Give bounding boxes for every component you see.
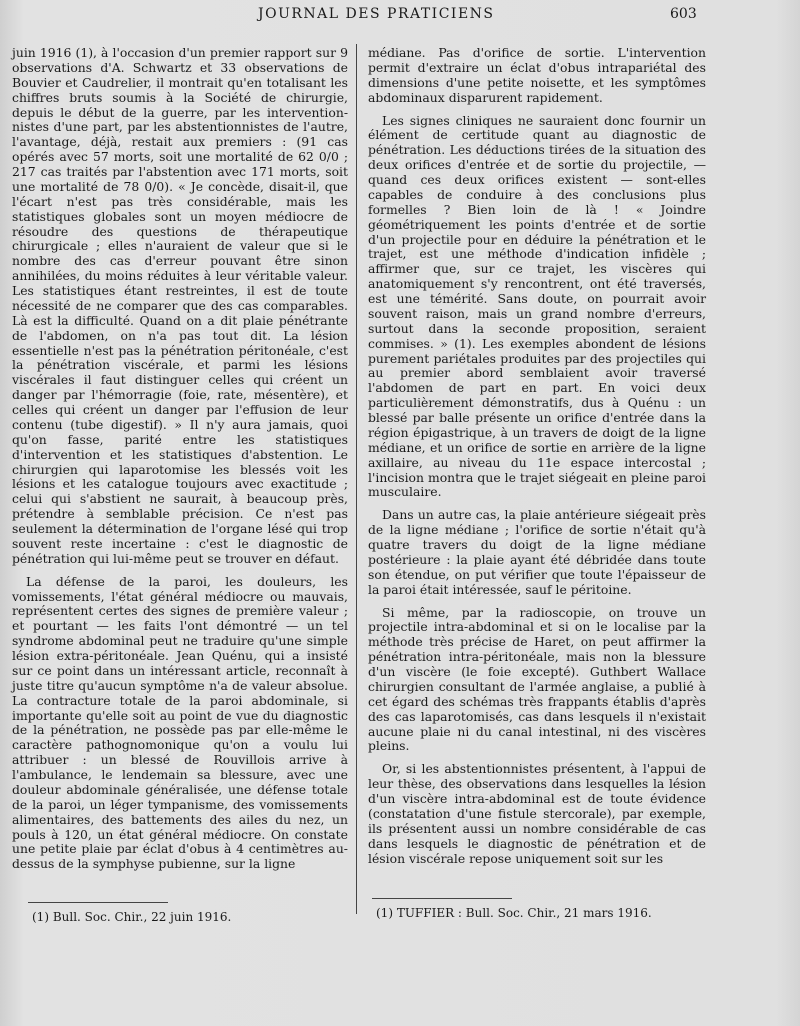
- running-head: [0, 6, 800, 28]
- column-divider: [356, 44, 357, 914]
- left-column: [12, 46, 348, 880]
- left-paragraph-2: La défense de la paroi, les douleurs, les vomissements, l'état général médiocre ou mauvais, représentent certes des signes de première valeur ; et pourtant — les faits l'ont démontré — un tel syndrome abdominal peut ne traduire qu'une simple lésion extra-péritonéale. Jean Quénu, qui a insisté sur ce point dans un intéressant article, reconnaît à juste titre qu'aucun symptôme n'a de valeur absolue. La contracture totale de la paroi abdominale, si importante qu'elle soit au point de vue du diagnostic de la pénétration, ne possède pas par elle-même le caractère pathognomonique qu'on a voulu lui attribuer : un blessé de Rouvillois arrive à l'ambulance, le lendemain sa blessure, avec une douleur abdominale généralisée, une défense totale de la paroi, un léger tympanisme, des vomissements alimentaires, des battements des ailes du nez, un pouls à 120, un état général médiocre. On constate une petite plaie par éclat d'obus à 4 centimètres au-dessus de la symphyse pubienne, sur la ligne: [12, 573, 348, 872]
- right-column: [368, 46, 706, 874]
- left-footnote: (1) Bull. Soc. Chir., 22 juin 1916.: [32, 910, 232, 924]
- right-footnote-rule: [372, 898, 512, 899]
- right-paragraph-1: médiane. Pas d'orifice de sortie. L'intervention permit d'extraire un éclat d'obus intrapariétal des dimensions d'une petite noisette, et les symptômes abdominaux disparurent rapidement.: [368, 45, 706, 105]
- journal-title: JOURNAL DES PRATICIENS: [258, 6, 495, 22]
- page-number: 603: [670, 6, 697, 22]
- right-paragraph-5: Or, si les abstentionnistes présentent, à l'appui de leur thèse, des observations dans lesquelles la lésion d'un viscère intra-abdominal est de toute évidence (constatation d'une fistule stercorale), par exemple, ils présentent aussi un nombre considérable de cas dans lesquels le diagnostic de pénétration et de lésion viscérale repose uniquement soit sur les: [368, 761, 706, 866]
- left-paragraph-1: juin 1916 (1), à l'occasion d'un premier rapport sur 9 observations d'A. Schwartz et 33 observations de Bouvier et Caudrelier, il montrait qu'en totalisant les chiffres bruts soumis à la Société de chirurgie, depuis le début de la guerre, par les intervention-nistes d'une part, par les abstentionnistes de l'autre, l'avantage, déjà, restait aux premiers : (91 cas opérés avec 57 morts, soit une mortalité de 62 0/0 ; 217 cas traités par l'abstention avec 171 morts, soit une mortalité de 78 0/0). « Je concède, disait-il, que l'écart n'est pas très considérable, mais les statistiques globales sont un moyen médiocre de résoudre des questions de thérapeutique chirurgicale ; elles n'auraient de valeur que si le nombre des cas d'erreur pouvant être sinon annihilées, du moins réduites à leur véritable valeur. Les statistiques étant restreintes, il est de toute nécessité de ne comparer que des cas comparables. Là est la difficulté. Quand on a dit plaie pénétrante de l'abdomen, on n'a pas tout dit. La lésion essentielle n'est pas la pénétration péritonéale, c'est la pénétration viscérale, et parmi les lésions viscérales il faut distinguer celles qui créent un danger par l'hémorragie (foie, rate, mésentère), et celles qui créent un danger par l'effusion de leur contenu (tube digestif). » Il n'y aura jamais, quoi qu'on fasse, parité entre les statistiques d'intervention et les statistiques d'abstention. Le chirurgien qui laparotomise les blessés voit les lésions et les catalogue toujours avec exactitude ; celui qui s'abstient ne saurait, à beaucoup près, prétendre à semblable précision. Ce n'est pas seulement la détermination de l'organe lésé qui trop souvent reste incertaine : c'est le diagnostic de pénétration qui lui-même peut se trouver en défaut.: [12, 45, 348, 566]
- right-paragraph-4: Si même, par la radioscopie, on trouve un projectile intra-abdominal et si on le localise par la méthode très précise de Haret, on peut affirmer la pénétration intra-péritonéale, mais non la blessure d'un viscère (le foie excepté). Guthbert Wallace chirurgien consultant de l'armée anglaise, a publié à cet égard des schémas très frappants établis d'après des cas laparotomisés, cas dans lesquels il n'existait aucune plaie ni du canal intestinal, ni des viscères pleins.: [368, 604, 706, 754]
- left-footnote-rule: [28, 902, 168, 903]
- right-paragraph-3: Dans un autre cas, la plaie antérieure siégeait près de la ligne médiane ; l'orifice de sortie n'était qu'à quatre travers du doigt de la ligne médiane postérieure : la plaie ayant été débridée dans toute son étendue, on put vérifier que toute l'épaisseur de la paroi était intéressée, sauf le péritoine.: [368, 507, 706, 597]
- right-paragraph-2: Les signes cliniques ne sauraient donc fournir un élément de certitude quant au diagnostic de pénétration. Les déductions tirées de la situation des deux orifices d'entrée et de sortie du projectile, — quand ces deux orifices existent — sont-elles capables de conduire à des conclusions plus formelles ? Bien loin de là ! « Joindre géométriquement les points d'entrée et de sortie d'un projectile pour en déduire la pénétration et le trajet, est une méthode d'indication infidèle ; affirmer que, sur ce trajet, les viscères qui anatomiquement s'y rencontrent, ont été traversés, est une témérité. Sans doute, on pourrait avoir souvent raison, mais un grand nombre d'erreurs, surtout dans la seconde proposition, seraient commises. » (1). Les exemples abondent de lésions purement pariétales produites par des projectiles qui au premier abord semblaient avoir traversé l'abdomen de part en part. En voici deux particulièrement démonstratifs, dus à Quénu : un blessé par balle présente un orifice d'entrée dans la région épigastrique, à un travers de doigt de la ligne médiane, et un orifice de sortie en arrière de la ligne axillaire, au niveau du 11e espace intercostal ; l'incision montra que le trajet siégeait en pleine paroi musculaire.: [368, 112, 706, 500]
- right-footnote: (1) TUFFIER : Bull. Soc. Chir., 21 mars 1916.: [376, 906, 652, 920]
